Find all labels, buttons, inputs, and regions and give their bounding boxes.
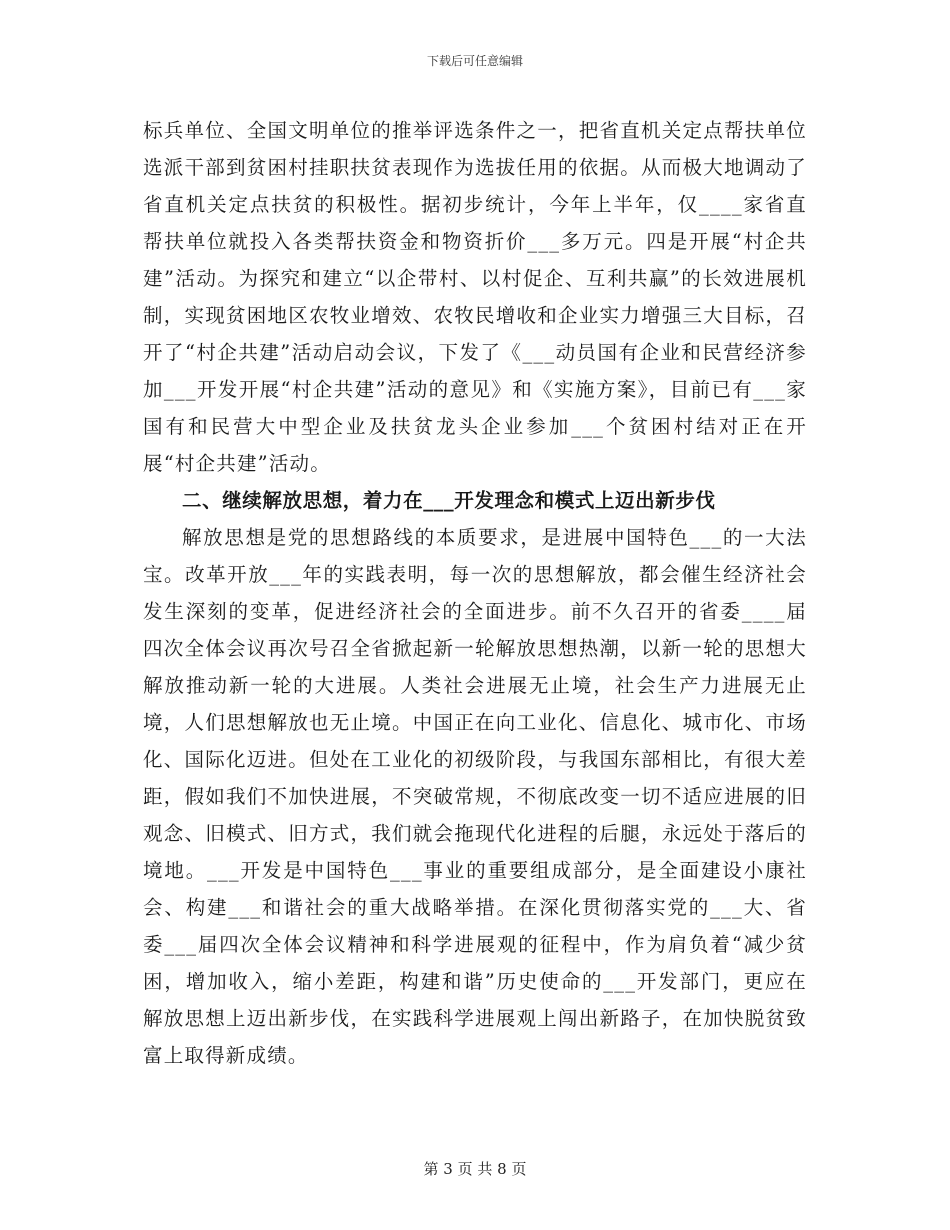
paragraph-1: 标兵单位、全国文明单位的推举评选条件之一，把省直机关定点帮扶单位选派干部到贫困村挂职扶贫表现作为选拔任用的依据。从而极大地调动了省直机关定点扶贫的积极性。据初步统计，今年上半年，仅____家省直帮扶单位就投入各类帮扶资金和物资折价___多万元。四是开展“村企共建”活动。为探究和建立“以企带村、以村促企、互利共赢”的长效进展机制，实现贫困地区农牧业增效、农牧民增收和企业实力增强三大目标，召开了“村企共建”活动启动会议，下发了《___动员国有企业和民营经济参加___开发开展“村企共建”活动的意见》和《实施方案》，目前已有___家国有和民营大中型企业及扶贫龙头企业参加___个贫困村结对正在开展“村企共建”活动。 [143,119,807,475]
section-heading-2: 二、继续解放思想，着力在___开发理念和模式上迈出新步伐 [182,489,716,512]
page-number: 第 3 页 共 8 页 [423,1160,527,1178]
body-text [143,112,807,1074]
header-note: 下载后可任意编辑 [426,54,523,68]
paragraph-2: 解放思想是党的思想路线的本质要求，是进展中国特色___的一大法宝。改革开放___年的实践表明，每一次的思想解放，都会催生经济社会发生深刻的变革，促进经济社会的全面进步。前不久召开的省委____届四次全体会议再次号召全省掀起新一轮解放思想热潮，以新一轮的思想大解放推动新一轮的大进展。人类社会进展无止境，社会生产力进展无止境，人们思想解放也无止境。中国正在向工业化、信息化、城市化、市场化、国际化迈进。但处在工业化的初级阶段，与我国东部相比，有很大差距，假如我们不加快进展，不突破常规，不彻底改变一切不适应进展的旧观念、旧模式、旧方式，我们就会拖现代化进程的后腿，永远处于落后的境地。___开发是中国特色___事业的重要组成部分，是全面建设小康社会、构建___和谐社会的重大战略举措。在深化贯彻落实党的___大、省委___届四次全体会议精神和科学进展观的征程中，作为肩负着“减少贫困，增加收入，缩小差距，构建和谐”历史使命的___开发部门，更应在解放思想上迈出新步伐，在实践科学进展观上闯出新路子，在加快脱贫致富上取得新成绩。 [143,526,807,1067]
